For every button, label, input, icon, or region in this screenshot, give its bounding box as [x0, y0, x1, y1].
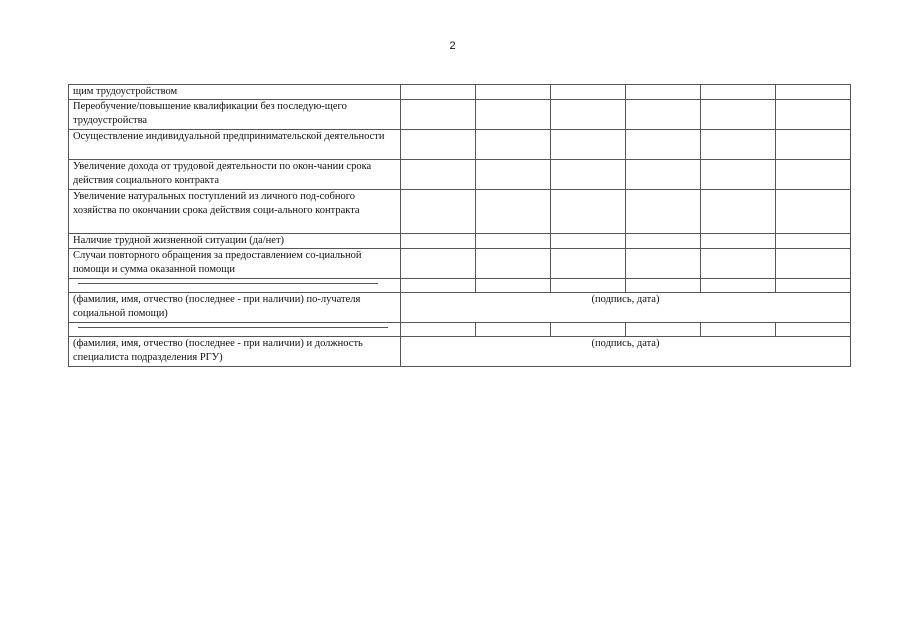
table-cell[interactable]	[401, 100, 476, 130]
table-row	[69, 160, 851, 190]
table-cell[interactable]	[626, 100, 701, 130]
table-cell[interactable]	[551, 279, 626, 293]
table-cell[interactable]	[701, 160, 776, 190]
table-cell[interactable]	[701, 130, 776, 160]
table-cell[interactable]	[701, 100, 776, 130]
table-cell[interactable]	[776, 190, 851, 234]
table-cell[interactable]	[476, 323, 551, 337]
recipient-name-caption: (фамилия, имя, отчество (последнее - при наличии) по-лучателя социальной помощи)	[69, 293, 401, 323]
row-label: щим трудоустройством	[69, 85, 401, 100]
table-row	[69, 85, 851, 100]
signature-caption: (подпись, дата)	[591, 338, 660, 349]
table-cell[interactable]	[401, 279, 476, 293]
table-cell[interactable]	[701, 85, 776, 100]
table-row	[69, 100, 851, 130]
table-row	[69, 190, 851, 234]
table-cell[interactable]	[626, 234, 701, 249]
table-cell[interactable]	[776, 234, 851, 249]
specialist-signature-row	[69, 337, 851, 367]
table-cell[interactable]	[476, 190, 551, 234]
signature-line	[78, 283, 378, 284]
page-number: 2	[449, 40, 456, 52]
table-cell[interactable]	[701, 249, 776, 279]
table-cell[interactable]	[701, 234, 776, 249]
table-cell[interactable]	[776, 130, 851, 160]
table-cell[interactable]	[551, 234, 626, 249]
table-cell[interactable]	[551, 130, 626, 160]
table-cell[interactable]	[551, 160, 626, 190]
signature-line-cell	[69, 279, 401, 293]
table-row	[69, 279, 851, 293]
table-cell[interactable]	[551, 190, 626, 234]
table-cell[interactable]	[476, 160, 551, 190]
table-cell[interactable]	[626, 130, 701, 160]
table-cell[interactable]	[476, 234, 551, 249]
table-cell[interactable]	[401, 190, 476, 234]
table-cell[interactable]	[551, 85, 626, 100]
table-cell[interactable]	[626, 160, 701, 190]
row-label: Осуществление индивидуальной предпринимательской деятельности	[69, 130, 401, 160]
table-cell[interactable]	[476, 85, 551, 100]
row-label: Наличие трудной жизненной ситуации (да/нет)	[69, 234, 401, 249]
table-cell[interactable]	[776, 323, 851, 337]
table-cell[interactable]	[401, 85, 476, 100]
table-cell[interactable]	[476, 279, 551, 293]
table-cell[interactable]	[626, 279, 701, 293]
table-cell[interactable]	[626, 190, 701, 234]
table-row	[69, 323, 851, 337]
specialist-name-caption: (фамилия, имя, отчество (последнее - при наличии) и должность специалиста подразделения РГУ)	[69, 337, 401, 367]
table-cell[interactable]	[701, 323, 776, 337]
table-cell[interactable]	[776, 100, 851, 130]
recipient-signature-field[interactable]	[401, 293, 851, 323]
recipient-signature-row	[69, 293, 851, 323]
row-label: Увеличение натуральных поступлений из личного под-собного хозяйства по окончании срока действия соци-ального контракта	[69, 190, 401, 234]
table-cell[interactable]	[476, 130, 551, 160]
table-cell[interactable]	[776, 85, 851, 100]
signature-line-cell	[69, 323, 401, 337]
table-cell[interactable]	[776, 249, 851, 279]
row-label: Увеличение дохода от трудовой деятельности по окон-чании срока действия социального контракта	[69, 160, 401, 190]
row-label: Случаи повторного обращения за предоставлением со-циальной помощи и сумма оказанной помощи	[69, 249, 401, 279]
table-cell[interactable]	[551, 249, 626, 279]
table-row	[69, 234, 851, 249]
table-row	[69, 249, 851, 279]
table-cell[interactable]	[701, 279, 776, 293]
signature-caption: (подпись, дата)	[591, 294, 660, 305]
table-cell[interactable]	[626, 85, 701, 100]
table-cell[interactable]	[401, 249, 476, 279]
table-cell[interactable]	[401, 234, 476, 249]
monitoring-table	[68, 84, 851, 367]
row-label: Переобучение/повышение квалификации без последую-щего трудоустройства	[69, 100, 401, 130]
table-cell[interactable]	[551, 100, 626, 130]
table-cell[interactable]	[401, 160, 476, 190]
table-cell[interactable]	[551, 323, 626, 337]
table-cell[interactable]	[626, 323, 701, 337]
table-cell[interactable]	[776, 279, 851, 293]
table-cell[interactable]	[776, 160, 851, 190]
table-cell[interactable]	[401, 323, 476, 337]
table-cell[interactable]	[476, 249, 551, 279]
signature-line	[78, 327, 388, 328]
table-cell[interactable]	[701, 190, 776, 234]
specialist-signature-field[interactable]	[401, 337, 851, 367]
table-cell[interactable]	[401, 130, 476, 160]
table-cell[interactable]	[476, 100, 551, 130]
table-cell[interactable]	[626, 249, 701, 279]
table-row	[69, 130, 851, 160]
